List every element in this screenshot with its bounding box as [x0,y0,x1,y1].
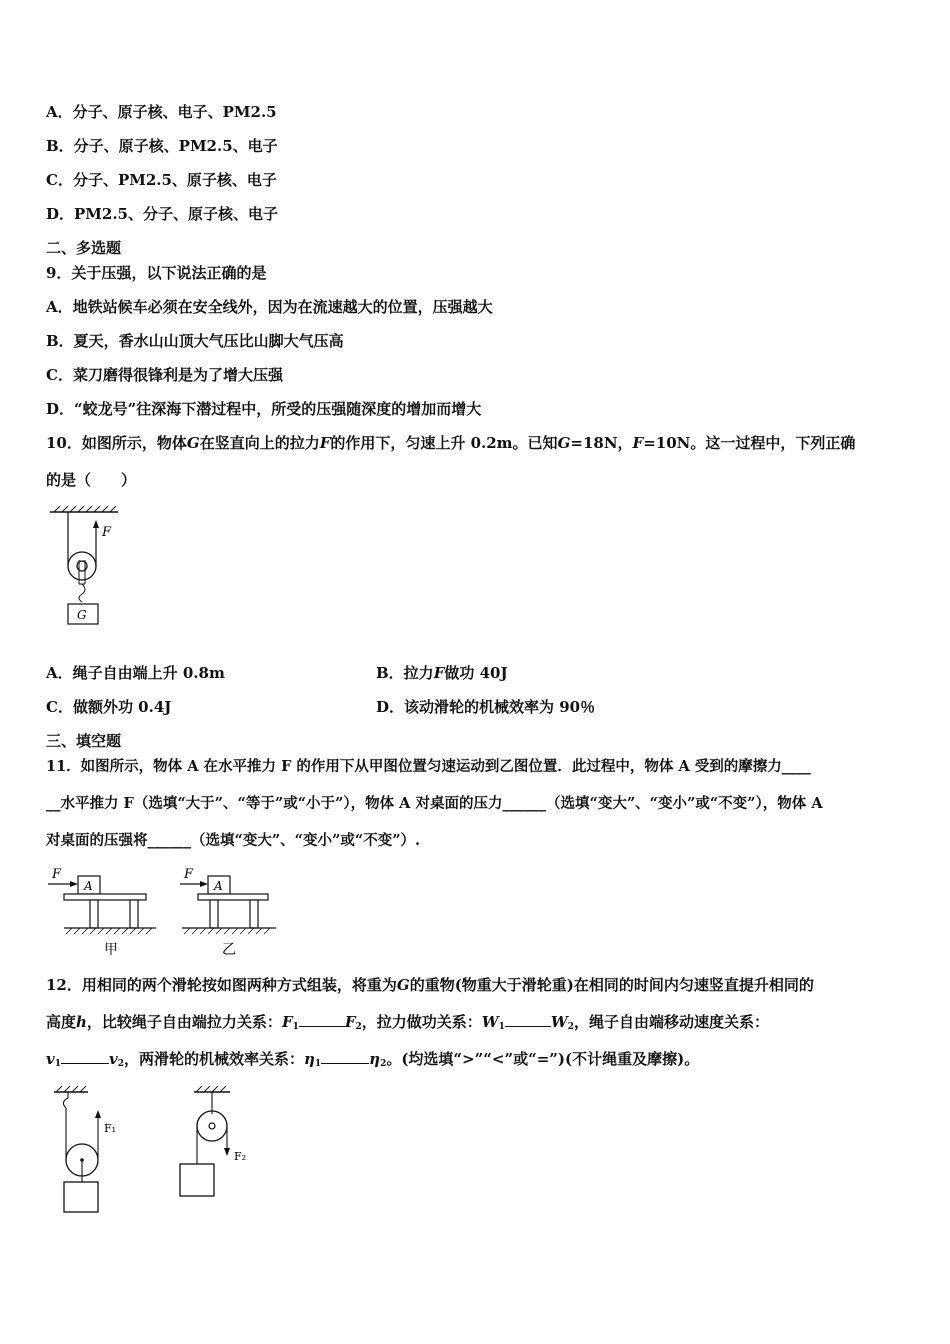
blank-w[interactable] [505,1012,551,1027]
q12-line3: $v_1$ $v_2$，两滑轮的机械效率关系：$\eta_1$ $\eta_2$。(均选填“>”“<”或“=”)(不计绳重及摩擦)。 [46,1050,700,1069]
q12-line1: 12．用相同的两个滑轮按如图两种方式组装，将重为G的重物(物重大于滑轮重)在相同的时间内匀速竖直提升相同的 [46,976,814,994]
q11-line3: 对桌面的压强将______（选填“变大”、“变小”或“不变”）. [46,832,421,849]
q10-stem-line1: 10．如图所示，物体G在竖直向上的拉力F的作用下，匀速上升 0.2m。已知G=18N，F=10N。这一过程中，下列正确 [46,434,856,452]
q11-fig-a-right: A [214,879,223,893]
q11-line2: __水平推力 F（选填“大于”、“等于”或“小于”），物体 A 对桌面的压力______（选填“变大”、“变小”或“不变”），物体 A [46,795,823,812]
q9-option-d: D．“蛟龙号”往深海下潜过程中，所受的压强随深度的增加而增大 [46,400,482,418]
q10-pulley-figure [44,506,134,630]
q10-fig-label-g: G [77,608,87,622]
q11-line1: 11．如图所示，物体 A 在水平推力 F 的作用下从甲图位置匀速运动到乙图位置．此过程中，物体 A 受到的摩擦力____ [46,758,811,775]
blank-f[interactable] [299,1012,345,1027]
q11-fig-a-left: A [84,879,93,893]
q12-fig-label-f1: F₁ [104,1122,117,1135]
q8-option-c: C．分子、PM2.5、原子核、电子 [46,171,277,189]
q9-option-c: C．菜刀磨得很锋利是为了增大压强 [46,366,283,384]
q8-option-a: A．分子、原子核、电子、PM2.5 [46,103,277,121]
q11-fig-label-jia: 甲 [104,942,118,958]
q11-table-figure [44,864,284,960]
q12-pulley-figure [44,1086,284,1220]
blank-eta[interactable] [321,1049,369,1064]
section-heading-fill-blank: 三、填空题 [46,732,122,750]
q9-option-a: A．地铁站候车必须在安全线外，因为在流速越大的位置，压强越大 [46,298,493,316]
q10-option-c: C．做额外功 0.4J [46,698,172,716]
section-heading-multiple-choice: 二、多选题 [46,239,122,257]
q12-fig-label-f2: F₂ [234,1150,247,1163]
q12-line2: 高度h，比较绳子自由端拉力关系：$F_1$ $F_2$，拉力做功关系：$W_1$ $W_2$，绳子自由端移动速度关系： [46,1013,770,1032]
q9-stem: 9．关于压强，以下说法正确的是 [46,264,267,282]
q11-fig-f-left: F [52,867,62,882]
blank-v[interactable] [61,1049,109,1064]
q10-option-a: A．绳子自由端上升 0.8m [46,664,225,682]
q11-fig-f-right: F [184,867,194,882]
q8-option-d: D．PM2.5、分子、原子核、电子 [46,205,278,223]
q10-fig-label-f: F [102,525,112,540]
q11-fig-label-yi: 乙 [222,942,236,958]
q10-stem-line2: 的是（ ） [46,471,137,489]
q10-option-b: B．拉力F做功 40J [376,664,508,682]
q8-option-b: B．分子、原子核、PM2.5、电子 [46,137,278,155]
q9-option-b: B．夏天，香水山山顶大气压比山脚大气压高 [46,332,344,350]
q10-option-d: D．该动滑轮的机械效率为 90％ [376,698,596,716]
